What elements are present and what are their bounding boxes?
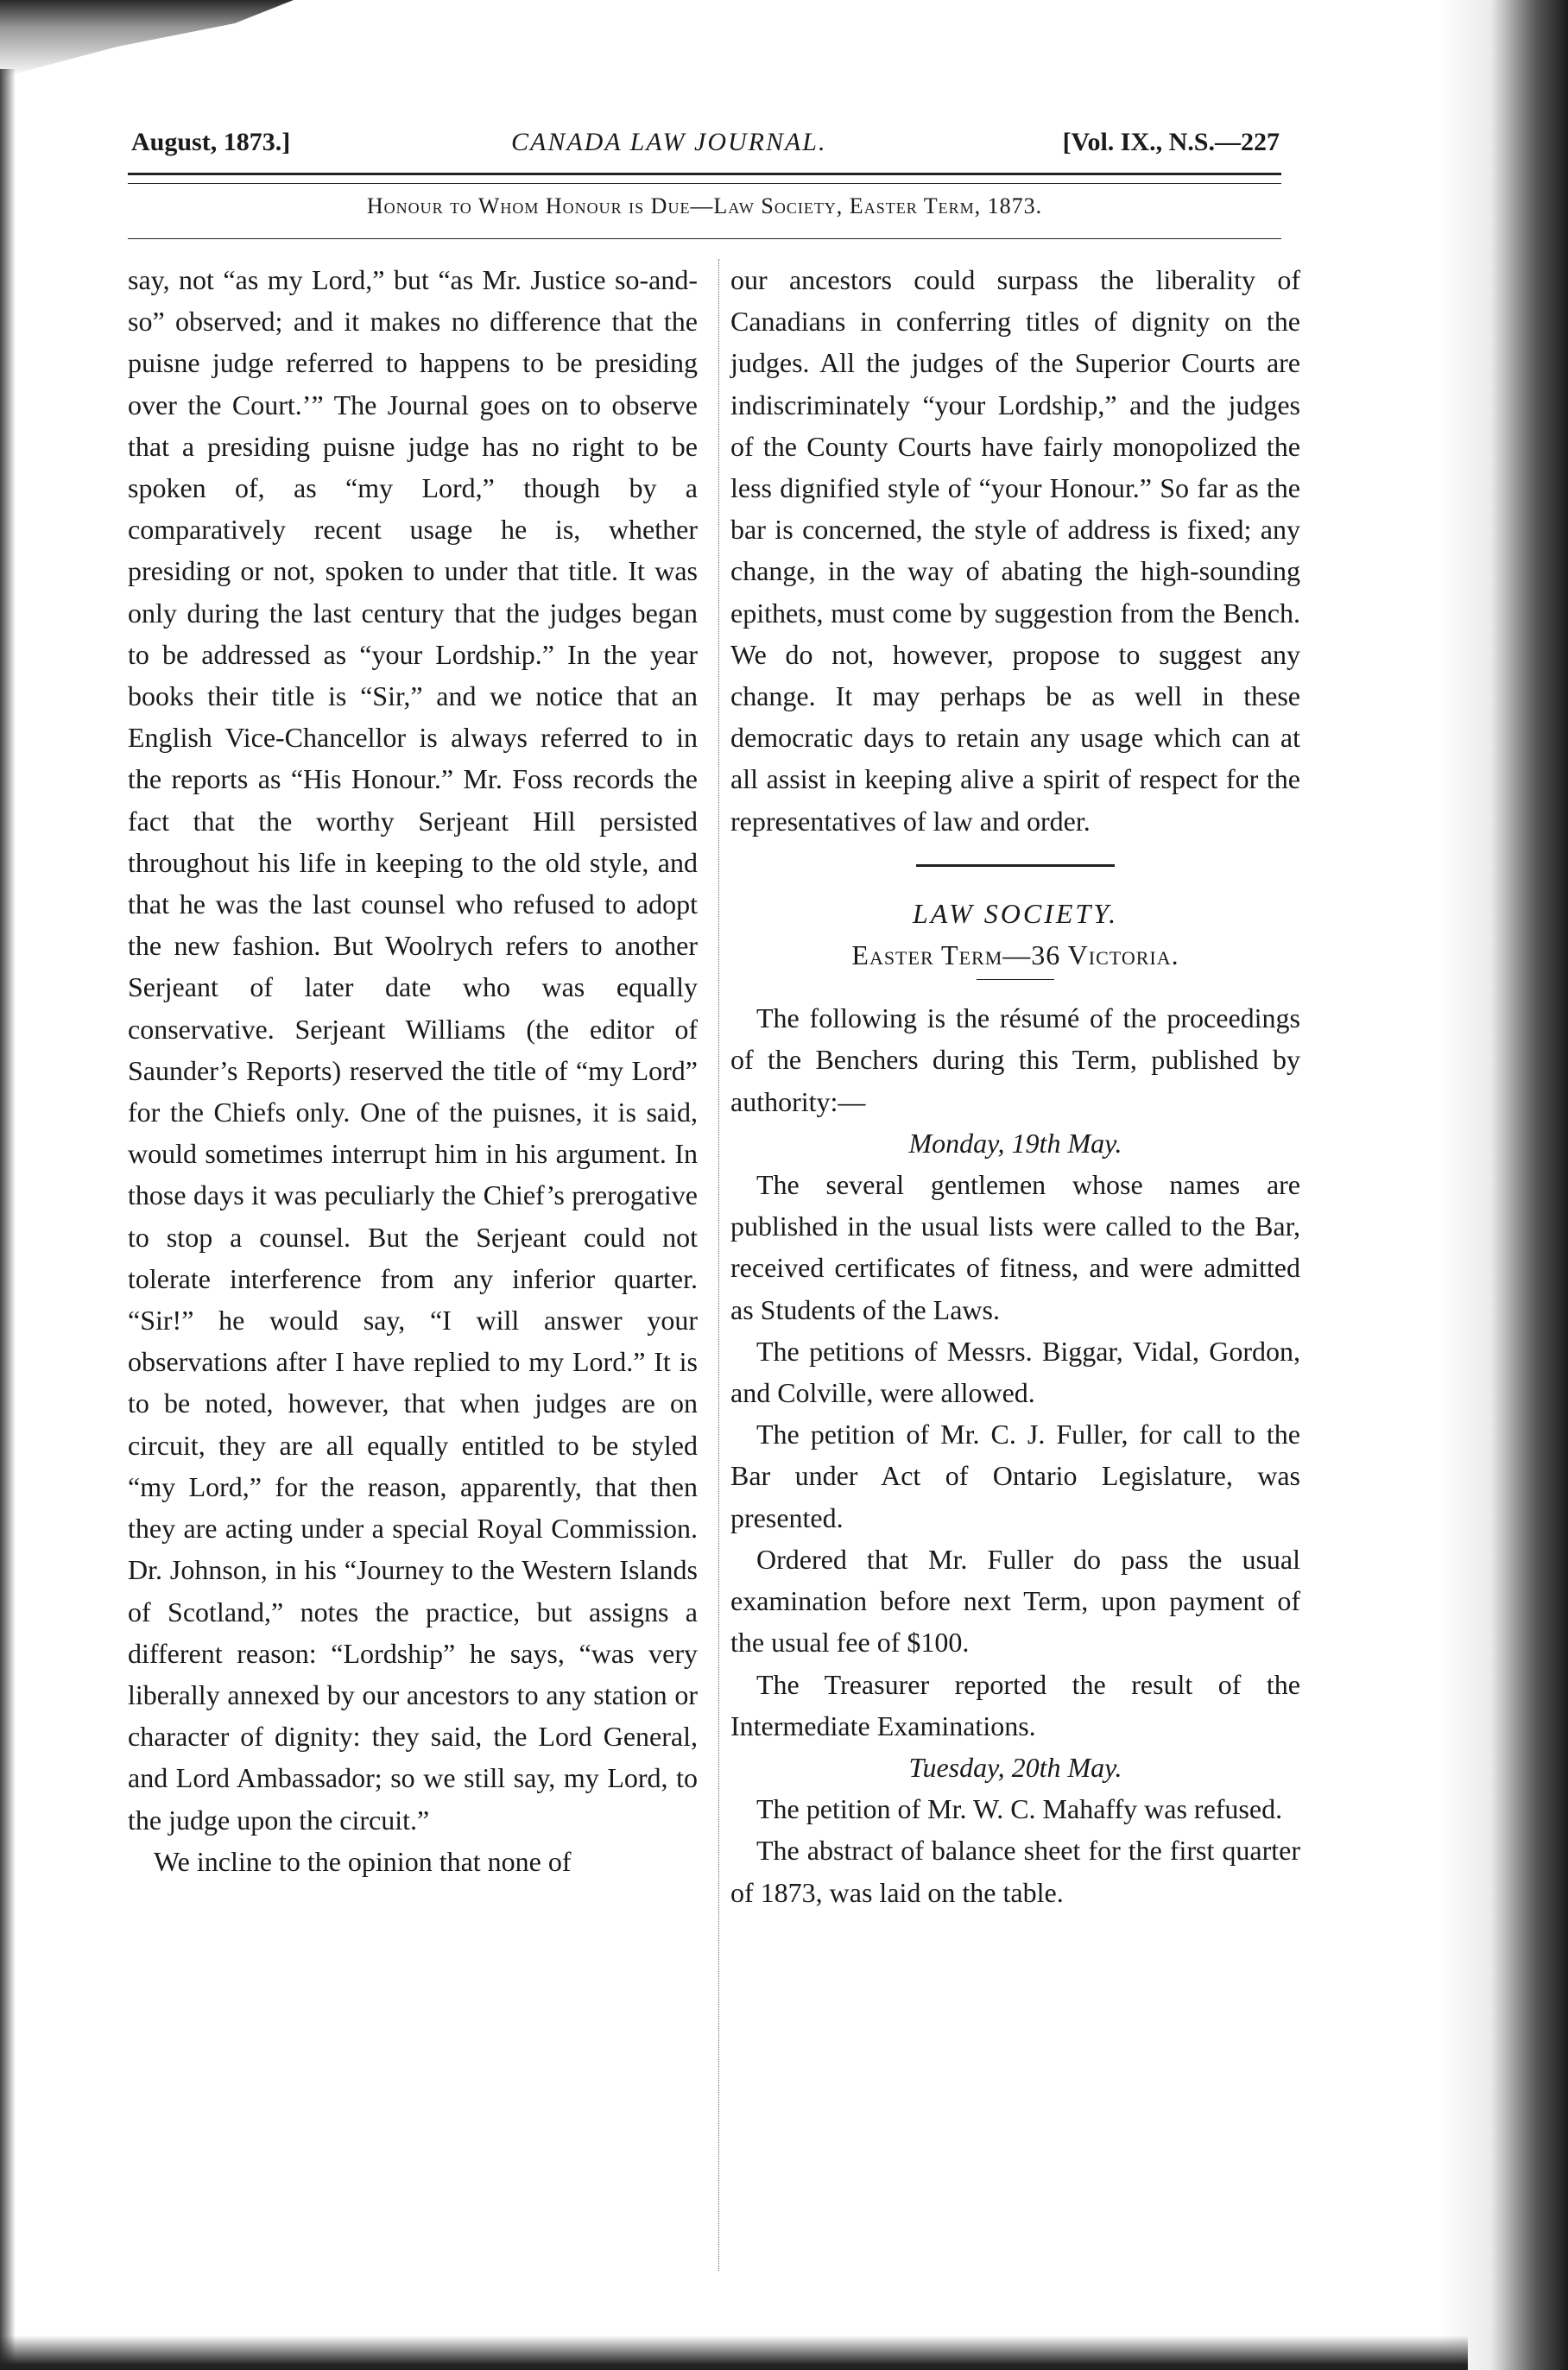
day-heading-tuesday: Tuesday, 20th May. [908,1751,1122,1783]
section-subtitle-rule [977,979,1054,980]
page-header [131,128,1280,162]
section-subtitle: Easter Term—36 Victoria. [851,939,1179,971]
header-date: August, 1873.] [131,128,291,156]
monday-paragraph-5: The Treasurer reported the result of the Intermediate Examinations. [730,1668,1300,1741]
right-intro-paragraph: our ancestors could surpass the liberality of Canadians in conferring titles of dignity on the judges. All the judges of the Superior Courts are indiscriminately “your Lordship,” and the judges of the County Courts have fairly monopolized the less dignified style of “your Honour.” So far as the bar is concerned, the style of address is fixed; any change, in the way of abating the high-sounding epithets, must come by suggestion from the Bench. We do not, however, propose to suggest any change. It may perhaps be as well in these democratic days to retain any usage which can at all assist in keeping alive a spirit of respect for the representatives of law and order. [730,264,1300,837]
tuesday-paragraph-1: The petition of Mr. W. C. Mahaffy was refused. [756,1793,1283,1825]
scan-top-smudge [0,0,294,78]
scan-bottom-edge [0,2335,1468,2370]
header-journal-title: CANADA LAW JOURNAL. [511,128,827,156]
column-divider [718,259,719,2271]
monday-paragraph-3: The petition of Mr. C. J. Fuller, for call to the Bar under Act of Ontario Legislature, was presented. [730,1419,1300,1533]
section-rule [916,864,1115,867]
running-title: Honour to Whom Honour is Due—Law Society, Easter Term, 1873. [366,193,1043,218]
monday-paragraph-4: Ordered that Mr. Fuller do pass the usual examination before next Term, upon payment of the usual fee of $100. [730,1543,1300,1659]
scan-left-edge [0,69,16,2366]
section-intro: The following is the résumé of the proceedings of the Benchers during this Term, published by authority:— [730,1002,1300,1117]
monday-paragraph-2: The petitions of Messrs. Biggar, Vidal, Gordon, and Colville, were allowed. [730,1335,1300,1409]
left-paragraph-1: say, not “as my Lord,” but “as Mr. Justice so-and-so” observed; and it makes no difference that the puisne judge referred to happens to be presiding over the Court.’” The Journal goes on to observe that a presiding puisne judge has no right to be spoken of, as “my Lord,” though by a comparatively recent usage he is, whether presiding or not, spoken to under that title. It was only during the last century that the judges began to be addressed as “your Lordship.” In the year books their title is “Sir,” and we notice that an English Vice-Chancellor is always referred to in the reports as “His Honour.” Mr. Foss records the fact that the worthy Serjeant Hill persisted throughout his life in keeping to the old style, and that he was the last counsel who refused to adopt the new fashion. But Woolrych refers to another Serjeant of later date who was equally conservative. Serjeant Williams (the editor of Saunder’s Reports) reserved the title of “my Lord” for the Chiefs only. One of the puisnes, it is said, would sometimes interrupt him in his argument. In those days it was peculiarly the Chief’s prerogative to stop a counsel. But the Serjeant could not tolerate interference from any inferior quarter. “Sir!” he would say, “I will answer your observations after I have replied to my Lord.” It is to be noted, however, that when judges are on circuit, they are all equally entitled to be styled “my Lord,” for the reason, apparently, that then they are acting under a special Royal Commission. Dr. Johnson, in his “Journey to the Western Islands of Scotland,” notes the practice, but assigns a different reason: “Lordship” he says, “was very liberally annexed by our ancestors to any station or character of dignity: they said, the Lord General, and Lord Ambassador; so we still say, my Lord, to the judge upon the circuit.” [128,264,698,1836]
tuesday-paragraph-2: The abstract of balance sheet for the first quarter of 1873, was laid on the table. [730,1835,1300,1908]
header-rule-thin [128,183,1281,184]
running-title-rule [128,238,1281,239]
monday-paragraph-1: The several gentlemen whose names are published in the usual lists were called to the Bar, received certificates of fitness, and were admitted as Students of the Laws. [730,1169,1300,1325]
scan-binding-edge [1438,0,1568,2370]
left-column [128,259,698,1882]
header-volume-page: [Vol. IX., N.S.—227 [1062,128,1280,156]
left-paragraph-2: We incline to the opinion that none of [154,1845,572,1877]
day-heading-monday: Monday, 19th May. [908,1127,1122,1159]
right-column [730,259,1300,1913]
section-title: LAW SOCIETY. [912,897,1119,929]
header-rule-thick [128,173,1281,175]
